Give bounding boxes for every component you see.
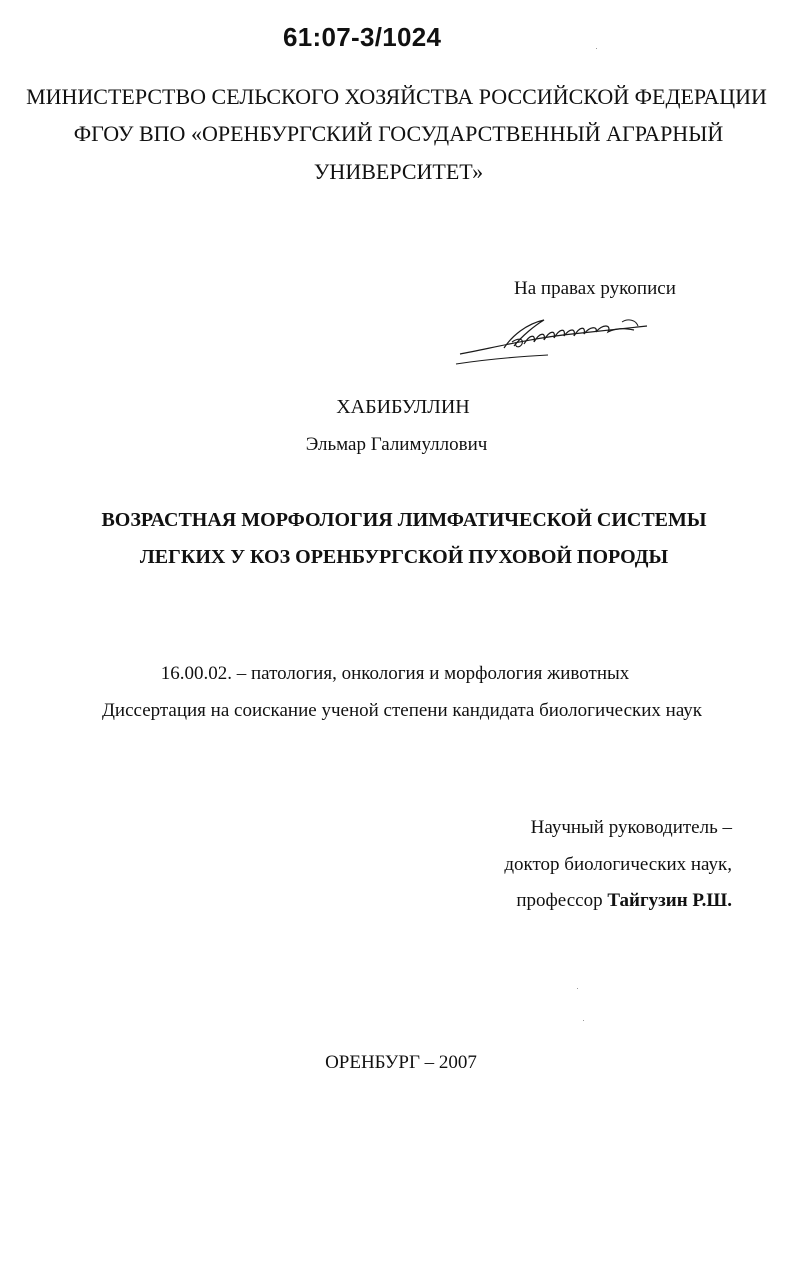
scan-speck [577,988,578,989]
manuscript-rights-note: На правах рукописи [514,278,676,299]
institution-ministry: МИНИСТЕРСТВО СЕЛЬСКОГО ХОЗЯЙСТВА РОССИЙСКОЙ ФЕДЕРАЦИИ [26,84,767,109]
city-year: ОРЕНБУРГ – 2007 [325,1052,477,1073]
degree-statement: Диссертация на соискание ученой степени кандидата биологических наук [101,700,703,721]
author-surname: ХАБИБУЛЛИН [336,396,470,418]
specialty-code: 16.00.02. – патология, онкология и морфология животных [160,663,630,684]
advisor-name: Тайгузин Р.Ш. [607,890,732,911]
author-given-names: Эльмар Галимуллович [305,434,488,455]
thesis-title-line-2: ЛЕГКИХ У КОЗ ОРЕНБУРГСКОЙ ПУХОВОЙ ПОРОДЫ [139,546,669,568]
scan-speck [596,48,597,49]
archive-code: 61:07-3/1024 [283,22,442,52]
institution-university-cont: УНИВЕРСИТЕТ» [313,159,484,184]
advisor-degree: доктор биологических наук, [504,854,732,875]
thesis-title-line-1: ВОЗРАСТНАЯ МОРФОЛОГИЯ ЛИМФАТИЧЕСКОЙ СИСТЕМЫ [101,509,707,531]
scan-speck [583,1020,584,1021]
institution-university: ФГОУ ВПО «ОРЕНБУРГСКИЙ ГОСУДАРСТВЕННЫЙ АГРАРНЫЙ [73,121,724,146]
advisor-title: профессор [516,890,603,911]
signature-image [452,308,652,370]
advisor-role: Научный руководитель – [530,817,732,838]
advisor-name-line [516,890,732,912]
